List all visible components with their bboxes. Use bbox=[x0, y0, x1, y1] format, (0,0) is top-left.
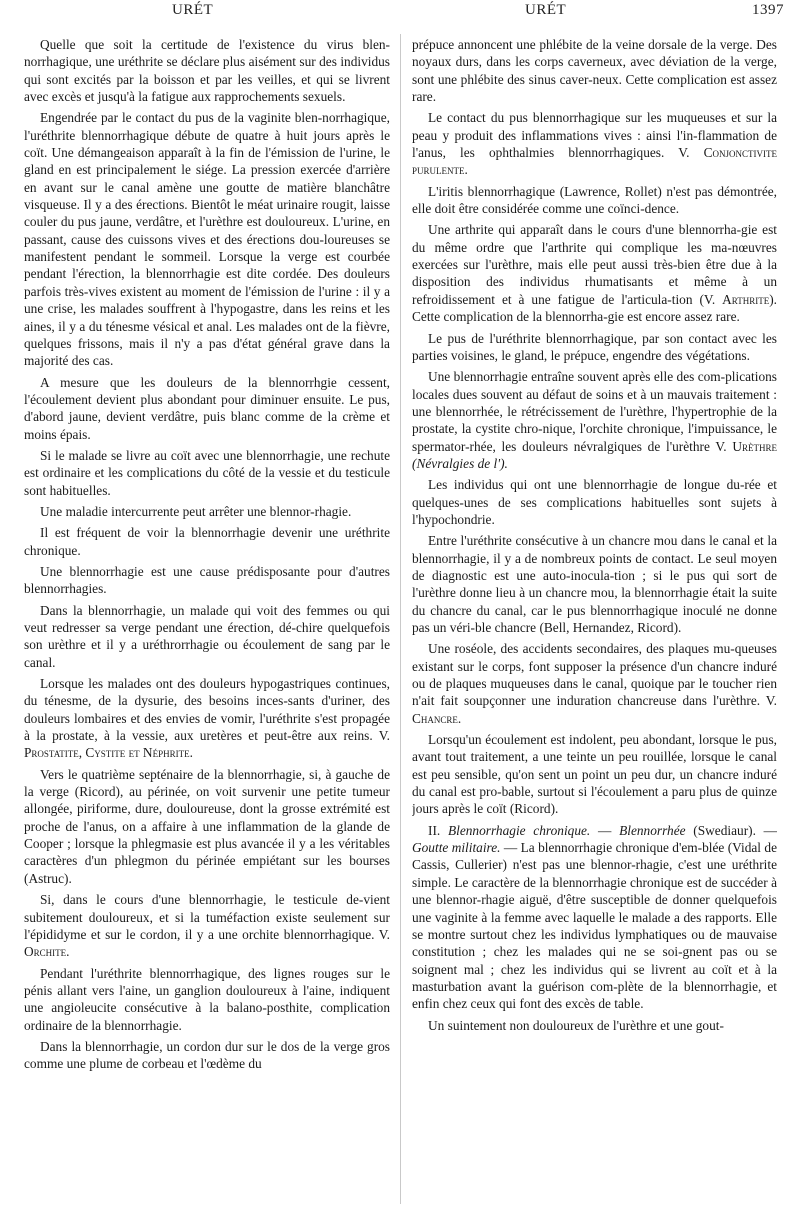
paragraph: Dans la blennorrhagie, un cordon dur sur le dos de la verge gros comme une plume de corbeau et l'œdème du bbox=[24, 1038, 390, 1072]
section-title: Blennorrhagie chronique. bbox=[447, 822, 591, 838]
paragraph-text: — La blennorrhagie chronique d'em-blée (Vidal de Cassis, Cullerier) n'est pas une blennor-rhagie, c'est une uréthrite simple. Le caractère de la blennorrhagie chronique est de succéder à une blennor-rhagie aiguë, d'être susceptible de donner quelquefois une vaginite à la femme avec laquelle le malade a des rapports. Elle se montre surtout chez les individus lymphatiques ou de mauvaise constitution ; chez les malades qui ne se soi-gnent pas ou se soignent mal ; chez les individus qui se livrent au coït et à la masturbation avant la guérison com-plète de la blennorrhagie, et enfin chez ceux qui font des excès de table. bbox=[412, 840, 777, 1012]
paragraph: Vers le quatrième septénaire de la blennorrhagie, si, à gauche de la verge (Ricord), au périnée, on voit survenir une petite tumeur allongée, piriforme, dure, douloureuse, dont la grosse extrémité est proche de l'anus, on a affaire à une inflammation de la glande de Cooper ; lorsque la phlegmasie est plus avancée il y a les véritables caractères d'un phlegmon du périnée empiétant sur les bourses (Astruc). bbox=[24, 766, 390, 886]
page-number: 1397 bbox=[752, 2, 784, 18]
paragraph-text: Une blennorrhagie entraîne souvent après elle des com-plications locales dues souvent au défaut de soins et à un mauvais traitement : une blennorrhée, le rétrécissement de l'urèthre, l'hypertrophie de la prostate, la cystite chro-nique, l'orchite chronique, l'impuissance, le spermator-rhée, les douleurs névralgiques de l'urèthre V. bbox=[412, 369, 777, 454]
paragraph: A mesure que les douleurs de la blennorrhgie cessent, l'écoulement devient plus abondant pour diminuer ensuite. Le pus, d'abord jaune, devient verdâtre, puis blanc comme de la crème et moins épais. bbox=[24, 374, 390, 442]
paragraph: prépuce annoncent une phlébite de la veine dorsale de la verge. Des noyaux durs, dans les corps caverneux, avec déviation de la verge, sont une phlébite des sinus caver-neux. Cette complication est assez rare. bbox=[412, 37, 777, 105]
separator: — bbox=[590, 822, 620, 838]
paragraph: Une maladie intercurrente peut arrêter une blennor-rhagie. bbox=[40, 503, 352, 519]
cross-reference: Chancre. bbox=[412, 710, 462, 726]
paragraph: L'iritis blennorrhagique (Lawrence, Rollet) n'est pas démontrée, elle doit être considérée comme une coïnci-dence. bbox=[412, 183, 777, 217]
paragraph: Il est fréquent de voir la blennorrhagie devenir une uréthrite chronique. bbox=[24, 525, 390, 558]
paragraph-text: Le contact du pus blennorrhagique sur les muqueuses et sur la peau y produit des inflammations vives : ainsi l'in-flammation de l'anus, les ophthalmies blennorrhagiques. V. bbox=[412, 110, 777, 161]
paragraph bbox=[24, 675, 390, 762]
right-column bbox=[412, 36, 777, 1206]
paragraph: Pendant l'uréthrite blennorrhagique, des lignes rouges sur le pénis allant vers l'aine, un ganglion douloureux à l'aine, indiquent une angioleucite consécutive à la balano-posthite, complication ordinaire de la blennorrhagie. bbox=[24, 965, 390, 1033]
paragraph: Les individus qui ont une blennorrhagie de longue du-rée et quelques-unes de ses complications habituelles sont sujets à l'hypochondrie. bbox=[412, 477, 777, 527]
running-head bbox=[0, 0, 800, 28]
paragraph bbox=[412, 368, 777, 472]
paragraph bbox=[412, 640, 777, 727]
paragraph: Le pus de l'uréthrite blennorrhagique, par son contact avec les parties voisines, le gland, le prépuce, engendre des végétations. bbox=[412, 330, 777, 363]
paragraph bbox=[24, 891, 390, 960]
cross-reference: Urèthre bbox=[732, 438, 777, 454]
paragraph: Si le malade se livre au coït avec une blennorrhagie, une rechute est ordinaire et les complications du côté de la vessie et du testicule sont habituelles. bbox=[24, 447, 390, 498]
cross-reference: Prostatite, Cystite et Néphrite. bbox=[24, 745, 193, 761]
paragraph bbox=[412, 109, 777, 178]
paragraph-text: Une roséole, des accidents secondaires, des plaques mu-queuses existant sur le corps, font supposer la présence d'un chancre induré ou de plaques muqueuses dans le canal, quoique par le toucher rien n'ait fait soupçonner une induration chancreuse dans l'urèthre. V. bbox=[412, 641, 777, 709]
paragraph: Lorsqu'un écoulement est indolent, peu abondant, lorsque le pus, avant tout traitement, a une teinte un peu rouillée, lorsque le canal est peu sensible, qu'on sent un point un peu dur, un chancre induré du canal est pro-bable, surtout si l'écoulement a paru plus de quinze jours après le coït (Ricord). bbox=[412, 732, 777, 817]
paragraph: Un suintement non douloureux de l'urèthre et une gout- bbox=[428, 1017, 724, 1033]
cross-reference: Arthrite bbox=[722, 291, 770, 307]
cross-reference: Conjonctivite purulente. bbox=[412, 145, 777, 178]
paragraph-text: Lorsque les malades ont des douleurs hypogastriques continues, du ténesme, de la dysurie, des besoins inces-sants d'uriner, des douleurs lombaires et des envies de vomir, l'uréthrite s'est propagée à la prostate, à la vessie, aux uretères et peut-être aux reins. V. bbox=[24, 676, 390, 744]
column-divider bbox=[400, 34, 401, 1204]
section-paragraph bbox=[412, 822, 777, 1013]
paragraph-text: Une arthrite qui apparaît dans le cours d'une blennorrha-gie est du même ordre que l'arthrite qui complique les ma-nœuvres exercées sur l'urèthre, mais elle peut aussi très-bien être due à la disposition des individus rhumatisants et même à un refroidissement et à une fatigue de l'articula-tion (V. bbox=[412, 222, 777, 307]
left-column bbox=[24, 36, 390, 1206]
synonym: Blennorrhée bbox=[619, 822, 686, 838]
synonym: Goutte militaire. bbox=[412, 840, 501, 856]
paragraph: Une blennorrhagie est une cause prédisposante pour d'autres blennorrhagies. bbox=[24, 563, 390, 597]
paragraph: Engendrée par le contact du pus de la vaginite blen-norrhagique, l'uréthrite blennorrhagique débute de quatre à huit jours après le coït. Une démangeaison apparaît à la fin de l'émission de l'urine, le gland en est principalement le siége. La pression exercée d'arrière en avant sur le canal amène une goutte de matière blanchâtre visqueuse. Il y a des érections. Bientôt le méat urinaire rougit, laisse couler du pus jaune, verdâtre, et l'urèthre est douloureux. L'urine, en passant, cause des cuissons vives et des érections dou-loureuses se manifestent pendant le sommeil. Lorsque la verge est courbée pendant l'érection, la blennorrhagie est dite cordée. Des douleurs parfois très-vives existent au moment de l'émission de l'urine : il y a une crise, les malades souffrent à l'hypogastre, dans les reins et les aines, il y a du ténesme vésical et anal. Les malades ont de la fièvre, quelques frissons, mais il n'y a pas d'état général grave dans la majorité des cas. bbox=[24, 110, 390, 369]
paragraph: Entre l'uréthrite consécutive à un chancre mou dans le canal et la blennorrhagie, il y a de nombreux points de contact. Le seul moyen de diagnostic est une auto-inocula-tion ; si le pus qui sort de l'urèthre donne lieu à un chancre mou, la blennorrhagie était la suite du chancre du canal, car le pus blennorrhagique inoculé ne donne pas un véri-ble chancre (Bell, Hernandez, Ricord). bbox=[412, 533, 777, 635]
header-left-title: URÉT bbox=[172, 2, 214, 18]
paragraph: Dans la blennorrhagie, un malade qui voit des femmes ou qui veut redresser sa verge pendant une érection, dé-chire quelquefois son urèthre et il y a uréthrorrhagie ou écoulement de sang par le canal. bbox=[24, 602, 390, 670]
paragraph-text: ). Cette complication de la blennorrha-gie est encore assez rare. bbox=[412, 291, 777, 325]
paragraph bbox=[412, 221, 777, 325]
paragraph: Quelle que soit la certitude de l'existence du virus blen-norrhagique, une uréthrite se déclare plus aisément sur des individus qui sont excités par la boisson et par les veilles, et qui se livrent avec excès et jusqu'à la fatigue aux rapprochements sexuels. bbox=[24, 37, 390, 105]
paragraph-text: Si, dans le cours d'une blennorrhagie, le testicule de-vient subitement douloureux, et si la tuméfaction existe seulement sur l'épididyme et sur le cordon, il y a une orchite blennorrhagique. V. bbox=[24, 892, 390, 942]
paragraph-text: (Swediaur). — bbox=[685, 822, 777, 838]
section-number: II. bbox=[428, 822, 441, 838]
cross-reference-subtitle: (Névralgies de l'). bbox=[412, 455, 508, 471]
header-right-title: URÉT bbox=[525, 2, 567, 18]
cross-reference: Orchite. bbox=[24, 944, 70, 960]
